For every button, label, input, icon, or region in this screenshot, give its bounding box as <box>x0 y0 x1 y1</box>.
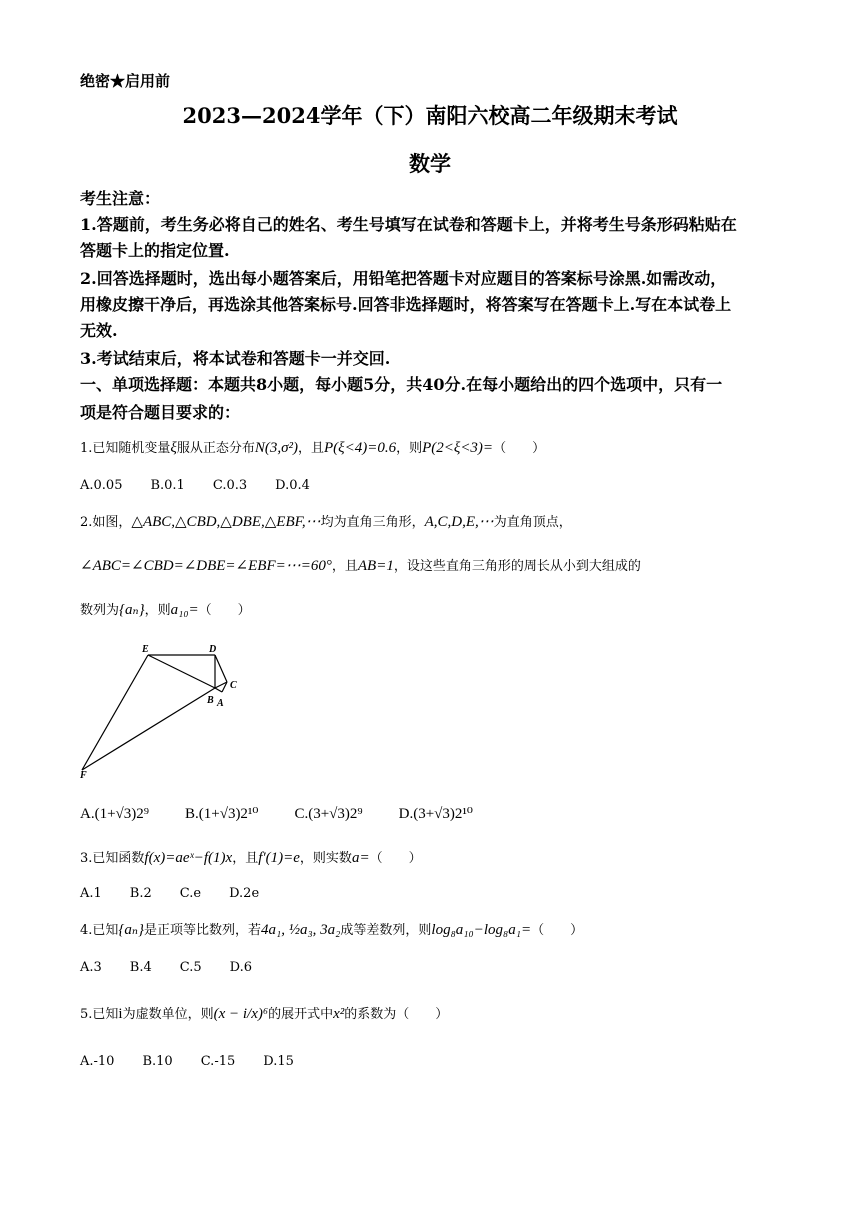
question-4-stem: 4.已知{aₙ}是正项等比数列，若4a₁, ½a₃, 3a₂成等差数列，则log₈a₁₀−log₈a₁=（ ） <box>80 922 584 938</box>
question-1-stem: 1.已知随机变量ξ服从正态分布N(3,σ²)，且P(ξ<4)=0.6，则P(2<ξ<3)=（ ） <box>80 440 546 456</box>
option-a: A.0.05 <box>80 478 123 493</box>
option-a: A.-10 <box>80 1054 115 1069</box>
question-2-options <box>80 804 501 823</box>
question-2-line2: ∠ABC=∠CBD=∠DBE=∠EBF=⋯=60°，且AB=1，设这些直角三角形的周长从小到大组成的 <box>80 558 641 574</box>
edge-ba <box>215 688 222 692</box>
section1-line2: 项是符合题目要求的： <box>80 403 241 422</box>
question-1-options <box>80 478 338 493</box>
notice-item2-line1: 2.回答选择题时，选出每小题答案后，用铅笔把答题卡对应题目的答案标号涂黑.如需改动， <box>80 269 727 288</box>
edge-eb <box>148 655 215 688</box>
notice-item2-line2: 用橡皮擦干净后，再选涂其他答案标号.回答非选择题时，将答案写在答题卡上.写在本试卷上 <box>80 295 732 314</box>
option-b: B.0.1 <box>150 478 185 493</box>
notice-item3: 3.考试结束后，将本试卷和答题卡一并交回. <box>80 349 391 368</box>
label-f: F <box>80 770 87 780</box>
option-c: C.-15 <box>200 1054 236 1069</box>
question-3-stem: 3.已知函数f(x)=aeˣ−f(1)x，且f′(1)=e，则实数a=（ ） <box>80 850 422 866</box>
edge-fe <box>82 655 148 770</box>
notice-item1-line2: 答题卡上的指定位置. <box>80 241 230 260</box>
option-d: D.15 <box>263 1054 294 1069</box>
option-b: B.4 <box>129 960 152 975</box>
option-d: D.6 <box>229 960 253 975</box>
question-5-options <box>80 1054 322 1069</box>
question-2-figure <box>70 640 250 780</box>
option-d: D.2e <box>229 886 260 901</box>
question-4-options <box>80 960 280 975</box>
label-a: A <box>217 698 224 709</box>
question-2-line3: 数列为{aₙ}，则a₁₀=（ ） <box>80 602 251 618</box>
exam-title: 2023—2024学年（下）南阳六校高二年级期末考试 <box>182 103 678 128</box>
edge-dc <box>215 655 227 682</box>
question-3-options <box>80 886 287 901</box>
option-a: A.3 <box>80 960 102 975</box>
label-b: B <box>207 695 214 706</box>
notice-item1-line1: 1.答题前，考生务必将自己的姓名、考生号填写在试卷和答题卡上，并将考生号条形码粘贴在 <box>80 215 737 234</box>
option-c: C.0.3 <box>212 478 248 493</box>
option-d: D.(3+√3)2¹⁰ <box>398 806 473 822</box>
option-b: B.(1+√3)2¹⁰ <box>185 806 259 822</box>
subject-title: 数学 <box>409 151 451 176</box>
option-a: A.1 <box>80 886 102 901</box>
question-2-line1: 2.如图，△ABC,△CBD,△DBE,△EBF,⋯均为直角三角形，A,C,D,E,⋯为直角顶点， <box>80 514 572 530</box>
option-a: A.(1+√3)2⁹ <box>80 806 149 822</box>
edge-fb <box>82 688 215 770</box>
question-5-stem: 5.已知i为虚数单位，则(x − i/x)⁶的展开式中x²的系数为（ ） <box>80 1006 449 1022</box>
notice-item2-line3: 无效. <box>80 321 118 340</box>
secret-label: 绝密★启用前 <box>80 72 171 90</box>
notice-heading: 考生注意： <box>80 189 161 208</box>
label-c: C <box>230 680 237 691</box>
option-c: C.5 <box>179 960 202 975</box>
option-d: D.0.4 <box>275 478 310 493</box>
option-c: C.(3+√3)2⁹ <box>294 806 363 822</box>
option-b: B.2 <box>129 886 152 901</box>
label-d: D <box>209 644 217 655</box>
option-b: B.10 <box>142 1054 173 1069</box>
section1-line1: 一、单项选择题：本题共8小题，每小题5分，共40分.在每小题给出的四个选项中，只有一 <box>80 375 723 394</box>
label-e: E <box>142 644 149 655</box>
option-c: C.e <box>179 886 202 901</box>
